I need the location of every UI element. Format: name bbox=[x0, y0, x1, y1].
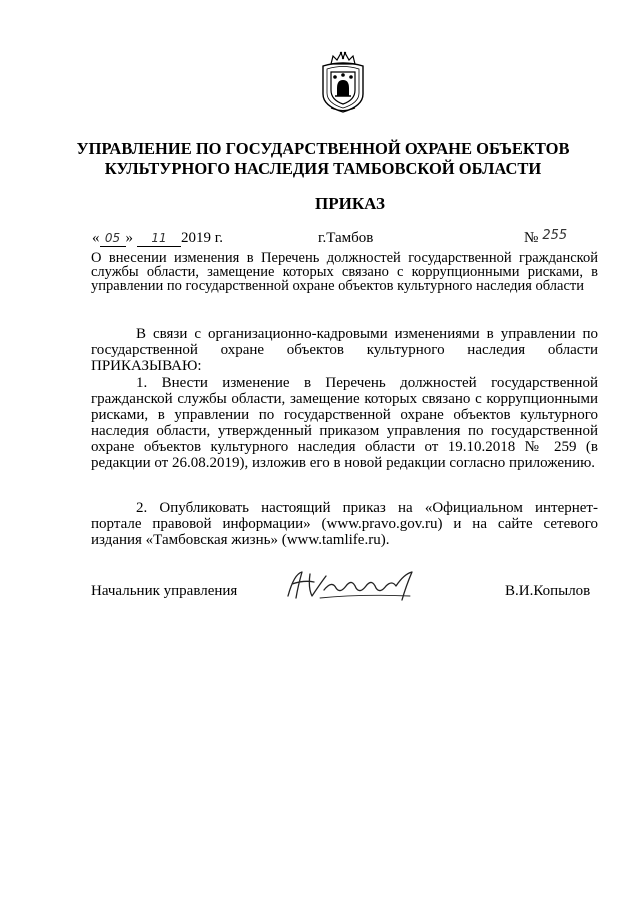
order-subject: О внесении изменения в Перечень должностей государственной гражданской службы области, замещение которых связано с коррупционными рисками, в управлении по государственной охране объектов культурного наследия области bbox=[91, 250, 598, 294]
date-open-quote: « bbox=[92, 230, 100, 246]
handwritten-signature-icon bbox=[280, 566, 440, 606]
order-number-label: № bbox=[524, 230, 539, 246]
order-item-2: 2. Опубликовать настоящий приказ на «Официальном интернет-портале правовой информации» (www.pravo.gov.ru) и на сайте сетевого издания «Тамбовская жизнь» (www.tamlife.ru). bbox=[91, 500, 598, 548]
order-word: ПРИКАЗЫВАЮ: bbox=[91, 358, 202, 374]
document-type-title: ПРИКАЗ bbox=[315, 194, 385, 213]
order-city: г.Тамбов bbox=[318, 230, 374, 246]
date-day: 05 bbox=[100, 230, 126, 247]
order-number-value: 255 bbox=[542, 228, 568, 243]
order-number bbox=[524, 228, 567, 249]
date-year: 2019 г. bbox=[181, 230, 223, 246]
signatory-role: Начальник управления bbox=[91, 583, 238, 599]
date-month: 11 bbox=[137, 230, 181, 247]
order-item-1: 1. Внести изменение в Перечень должностей государственной гражданской службы области, замещение которых связано с коррупционными рисками, в управлении по государственной охране объектов культурного наследия области, утвержденный приказом управления по государственной охране объектов культурного наследия области от 19.10.2018 № 259 (в редакции от 26.08.2019), изложив его в новой редакции согласно приложению. bbox=[91, 375, 598, 471]
tambov-coat-of-arms-icon bbox=[317, 50, 369, 114]
intro-paragraph: В связи с организационно-кадровыми изменениями в управлении по государственной охране объектов культурного наследия области bbox=[91, 326, 598, 358]
organization-name-line2: КУЛЬТУРНОГО НАСЛЕДИЯ ТАМБОВСКОЙ ОБЛАСТИ bbox=[104, 159, 542, 178]
order-date bbox=[92, 228, 223, 248]
date-close-quote: » bbox=[125, 230, 133, 246]
signatory-name: В.И.Копылов bbox=[505, 583, 591, 599]
organization-name-line1: УПРАВЛЕНИЕ ПО ГОСУДАРСТВЕННОЙ ОХРАНЕ ОБЪЕКТОВ bbox=[76, 139, 570, 158]
